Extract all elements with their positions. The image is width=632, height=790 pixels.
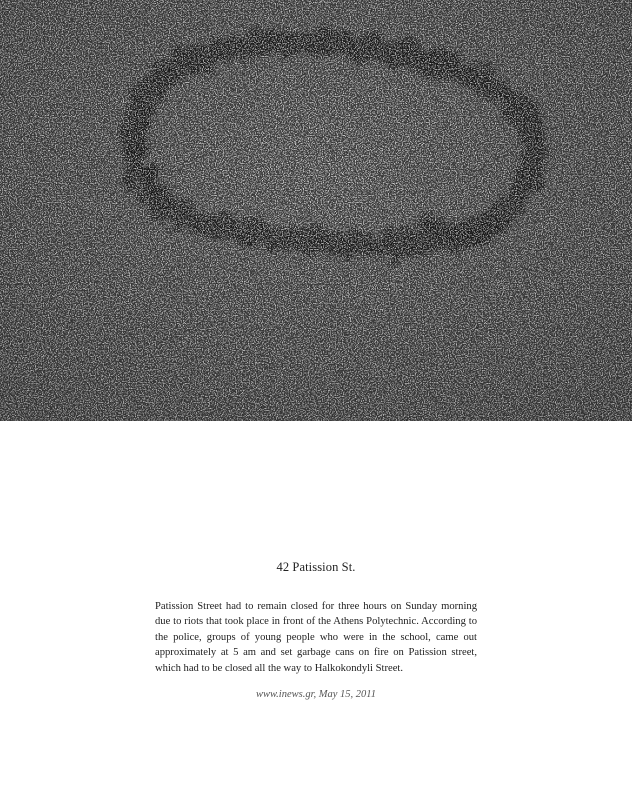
page-title: 42 Patission St.	[276, 560, 356, 574]
source-citation: www.inews.gr, May 15, 2011	[255, 689, 377, 700]
article-excerpt: Patission Street had to remain closed for three hours on Sunday morning due to riots that took place in front of the Athens Polytechnic. According to the police, groups of young people who were in the school, came out approximately at 5 am and set garbage cans on fire on Patission street, which had to be closed all the way to Halkokondyli Street.	[155, 601, 477, 674]
